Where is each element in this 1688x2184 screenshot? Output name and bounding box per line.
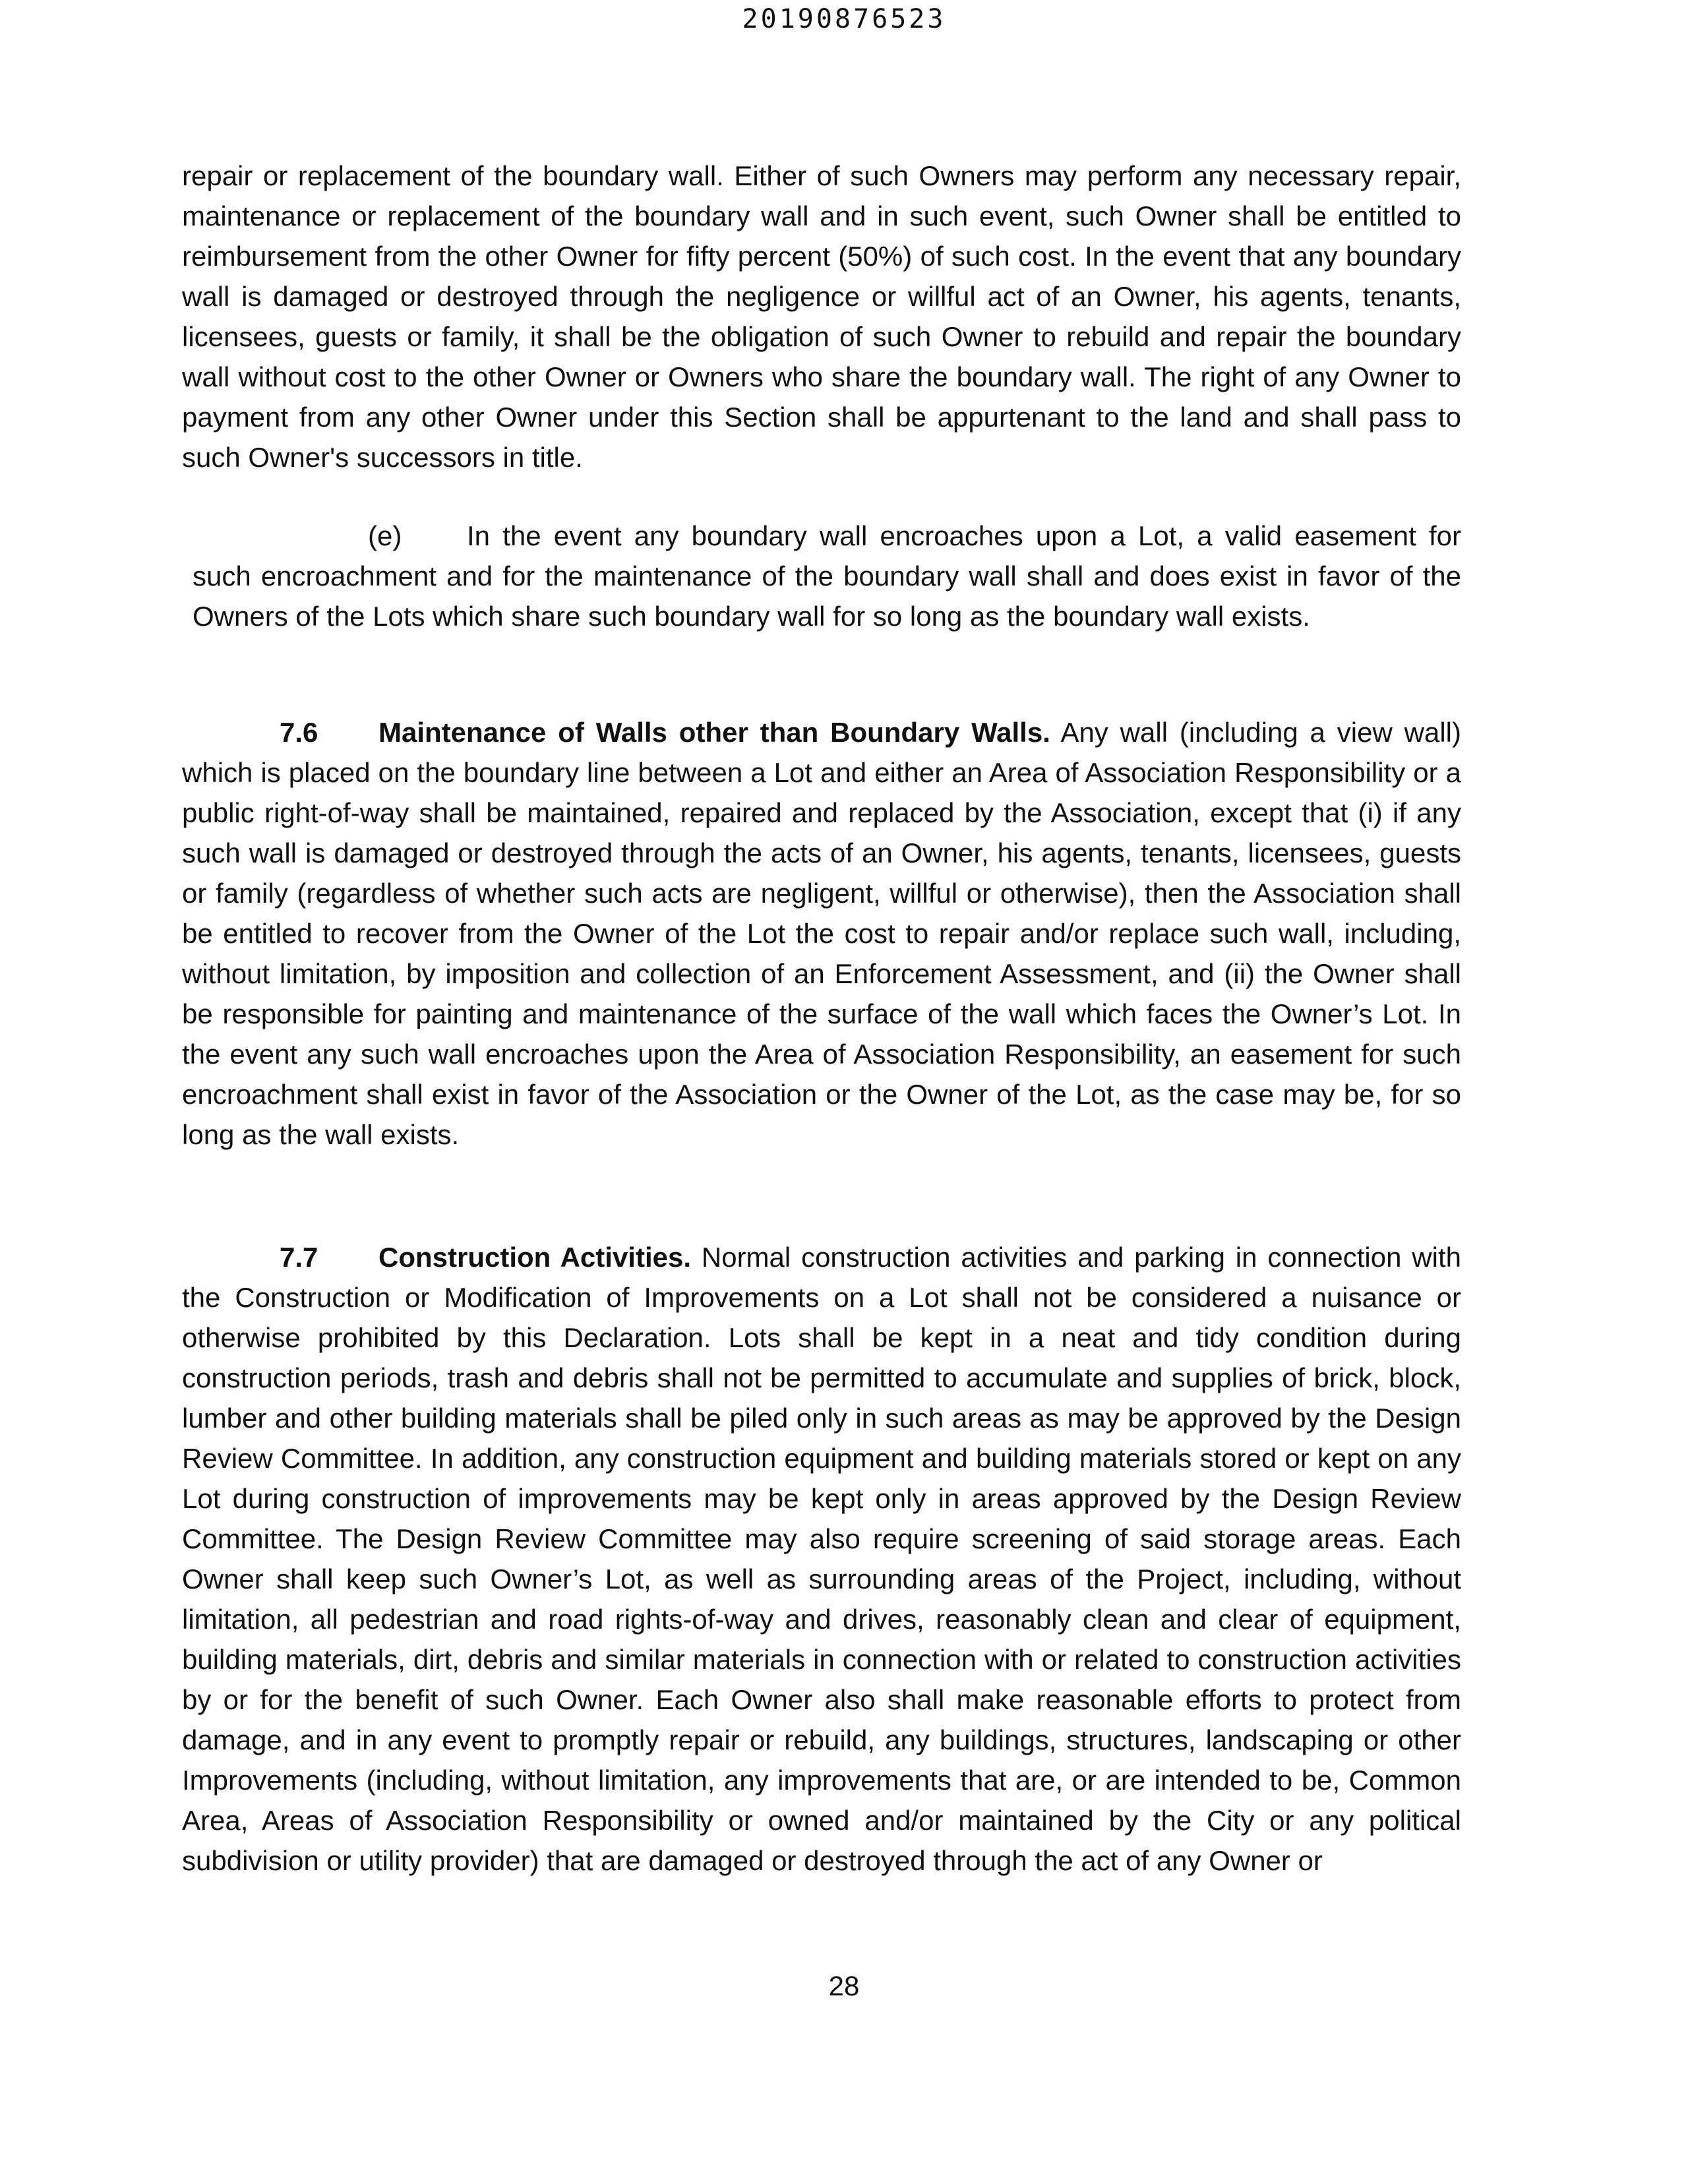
section-7-7 [182,1237,1461,1881]
section-7-7-number: 7.7 [280,1242,318,1273]
paragraph-d-continued: repair or replacement of the boundary wall. Either of such Owners may perform any necessary repair, maintenance or replacement of the boundary wall and in such event, such Owner shall be entitled to reimbursement from the other Owner for fifty percent (50%) of such cost. In the event that any boundary wall is damaged or destroyed through the negligence or willful act of an Owner, his agents, tenants, licensees, guests or family, it shall be the obligation of such Owner to rebuild and repair the boundary wall without cost to the other Owner or Owners who share the boundary wall. The right of any Owner to payment from any other Owner under this Section shall be appurtenant to the land and shall pass to such Owner's successors in title. [182,160,1461,473]
section-7-6 [182,712,1461,1155]
paragraph-e-label: (e) [368,520,402,551]
section-7-6-number: 7.6 [280,717,318,748]
paragraph-e [193,516,1461,636]
section-7-7-text: Normal construction activities and parking in connection with the Construction or Modification of Improvements on a Lot shall not be considered a nuisance or otherwise prohibited by this Declaration. Lots shall be kept in a neat and tidy condition during construction periods, trash and debris shall not be permitted to accumulate and supplies of brick, block, lumber and other building materials shall be piled only in such areas as may be approved by the Design Review Committee. In addition, any construction equipment and building materials stored or kept on any Lot during construction of improvements may be kept only in areas approved by the Design Review Committee. The Design Review Committee may also require screening of said storage areas. Each Owner shall keep such Owner’s Lot, as well as surrounding areas of the Project, including, without limitation, all pedestrian and road rights-of-way and drives, reasonably clean and clear of equipment, building materials, dirt, debris and similar materials in connection with or related to construction activities by or for the benefit of such Owner. Each Owner also shall make reasonable efforts to protect from damage, and in any event to promptly repair or rebuild, any buildings, structures, landscaping or other Improvements (including, without limitation, any improvements that are, or are intended to be, Common Area, Areas of Association Responsibility or owned and/or maintained by the City or any political subdivision or utility provider) that are damaged or destroyed through the act of any Owner or [182,1242,1461,1876]
page-number: 28 [828,1970,860,2001]
section-7-7-title: Construction Activities. [378,1242,692,1273]
paragraph-e-text: In the event any boundary wall encroaches upon a Lot, a valid easement for such encroachment and for the maintenance of the boundary wall shall and does exist in favor of the Owners of the Lots which share such boundary wall for so long as the boundary wall exists. [193,520,1461,632]
section-7-6-title: Maintenance of Walls other than Boundary Walls. [378,717,1050,748]
section-7-6-text: Any wall (including a view wall) which is placed on the boundary line between a Lot and either an Area of Association Responsibility or a public right-of-way shall be maintained, repaired and replaced by the Association, except that (i) if any such wall is damaged or destroyed through the acts of an Owner, his agents, tenants, licensees, guests or family (regardless of whether such acts are negligent, willful or otherwise), then the Association shall be entitled to recover from the Owner of the Lot the cost to repair and/or replace such wall, including, without limitation, by imposition and collection of an Enforcement Assessment, and (ii) the Owner shall be responsible for painting and maintenance of the surface of the wall which faces the Owner’s Lot. In the event any such wall encroaches upon the Area of Association Responsibility, an easement for such encroachment shall exist in favor of the Association or the Owner of the Lot, as the case may be, for so long as the wall exists. [182,717,1461,1150]
document-number: 20190876523 [742,4,946,34]
